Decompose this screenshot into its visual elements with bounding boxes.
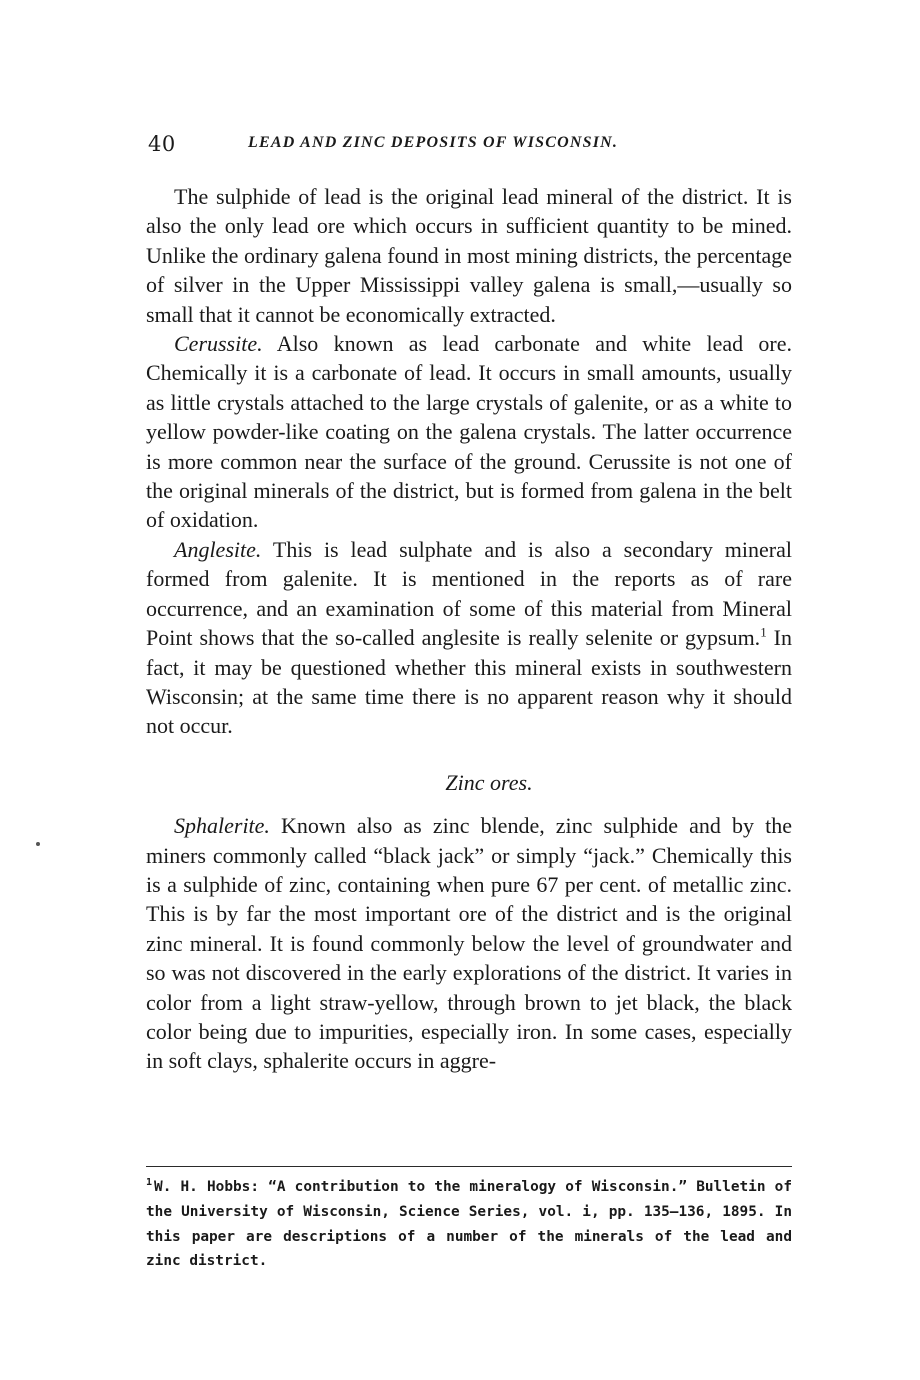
term-anglesite: Anglesite. (174, 536, 262, 562)
footnote-marker: 1 (146, 1177, 153, 1189)
margin-speck (36, 842, 40, 846)
term-cerussite: Cerussite. (174, 331, 263, 357)
page-number: 40 (148, 132, 176, 156)
footnote-reference[interactable]: 1 (760, 624, 767, 640)
paragraph-cerussite (146, 329, 792, 535)
anglesite-text-a: This is lead sulphate and is also a secondary mineral formed from galenite. It is mentioned in the reports as of rare occurrence, and an examination of some of this material from Mineral Point shows that the so-called anglesite is really selenite or gypsum. (146, 536, 792, 651)
section-heading-zinc-ores: Zinc ores. (445, 769, 533, 795)
sphalerite-text: Known also as zinc blende, zinc sulphide and by the miners commonly called “black jack” or simply “jack.” Chemically this is a sulphide of zinc, containing when pure 67 per cent. of metallic zinc. This is by far the most important ore of the district and is the original zinc mineral. It is found commonly below the level of groundwater and so was not discovered in the early explorations of the district. It varies in color from a light straw-yellow, through brown to jet black, the black color being due to impurities, especially iron. In some cases, especially in soft clays, sphalerite occurs in aggre- (146, 813, 792, 1074)
footnote-divider (146, 1166, 792, 1167)
anglesite-text-b: In fact, it may be questioned whether this mineral exists in southwestern Wisconsin; at the same time there is no apparent reason why it should not occur. (146, 625, 792, 739)
cerussite-text: Also known as lead carbonate and white lead ore. Chemically it is a carbonate of lead. It occurs in small amounts, usually as little crystals attached to the large crystals of galenite, or as a white to yellow powder-like coating on the galena crystals. The latter occurrence is more common near the surface of the ground. Cerussite is not one of the original minerals of the district, but is formed from galena in the belt of oxidation. (146, 331, 792, 533)
running-title: LEAD AND ZINC DEPOSITS OF WISCONSIN. (248, 134, 619, 151)
paragraph-anglesite (146, 535, 792, 741)
body-text (146, 182, 792, 1076)
paragraph-galena: The sulphide of lead is the original lead mineral of the district. It is also the only lead ore which occurs in sufficient quantity to be mined. Unlike the ordinary galena found in most mining districts, the percentage of silver in the Upper Mississippi valley galena is small,—usually so small that it cannot be economically extracted. (146, 184, 792, 327)
footnote-text: W. H. Hobbs: “A contribution to the mineralogy of Wisconsin.” Bulletin of the University of Wisconsin, Science Series, vol. i, pp. 135–136, 1895. In this paper are descriptions of a number of the minerals of the lead and zinc district. (146, 1179, 792, 1270)
term-sphalerite: Sphalerite. (174, 813, 270, 839)
page-header (148, 132, 798, 162)
footnote (146, 1175, 792, 1274)
paragraph-sphalerite (146, 811, 792, 1076)
